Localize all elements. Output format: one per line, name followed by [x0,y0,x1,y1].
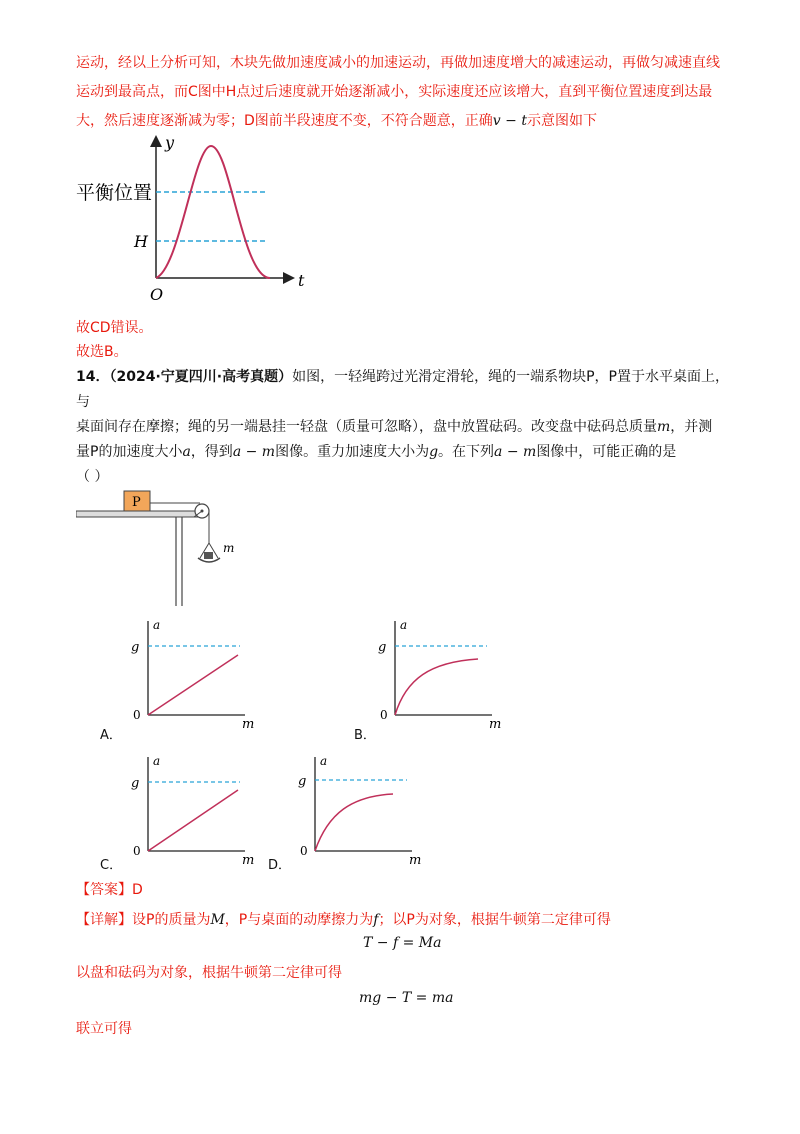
option-d-origin: 0 [300,844,308,858]
vt-y-label: y [165,133,175,152]
option-c-label: C． [100,858,123,873]
apparatus-figure [76,488,246,608]
option-b-g-label: g [378,640,387,655]
q4-a: 量P的加速度大小 [76,444,183,460]
question-line1-text: 如图，一轻绳跨过光滑定滑轮，绳的一端系物块P，P置于水平桌面上， [292,369,729,385]
detail-t1: 设P的质量为 [132,912,211,928]
question-line2: 与 [76,394,90,410]
var-g: g [429,444,439,460]
mass-label: m [223,541,235,555]
conclusion-1: 故CD错误。 [76,320,153,336]
detail-t3: ；以P为对象，根据牛顿第二定律可得 [378,912,611,928]
vt-curve [156,146,270,278]
option-d-y-label: a [320,754,328,768]
question-line4 [76,441,676,461]
detail-line3: 联立可得 [76,1021,132,1037]
option-c-origin: 0 [133,844,141,858]
option-d-curve [315,794,393,851]
question-number: 14． [76,369,110,385]
question-line3-pre: 桌面间存在摩擦；绳的另一端悬挂一轻盘（质量可忽略），盘中放置砝码。改变盘中砝码总质量 [76,419,657,435]
vt-x-label: t [298,271,305,290]
table-top [76,511,198,517]
answer-value: D [132,882,143,898]
detail-line1 [76,909,611,929]
option-a-label: A． [100,728,122,743]
option-d-x-label: m [409,853,422,866]
question-line1 [76,366,729,386]
answer-blank: （ ） [76,469,109,485]
option-d-graph [292,751,432,866]
option-d-g-label: g [298,774,307,789]
equation-1: T − f = Ma [363,935,442,951]
detail-tag: 【详解】 [76,912,132,928]
option-d-label: D． [268,858,292,873]
vt-math: v − t [492,113,527,129]
answer-tag: 【答案】 [76,882,132,898]
option-c-x-label: m [242,853,255,866]
para1-line2: 运动到最高点，而C图中H点过后速度就开始逐渐减小，实际速度还应该增大，直到平衡位置速度到达最 [76,84,713,100]
question-source: （2024·宁夏四川·高考真题） [109,369,293,385]
detail-line2: 以盘和砝码为对象，根据牛顿第二定律可得 [76,965,342,981]
question-line3-post: ，并测 [670,419,713,435]
option-b-curve [395,659,478,715]
var-M: M [210,912,225,928]
option-a-x-label: m [242,717,255,730]
detail-t2: ，P与桌面的动摩擦力为 [224,912,374,928]
option-c-curve [148,790,238,851]
para1-line3 [76,110,597,130]
option-c-g-label: g [131,776,140,791]
var-am2: a − m [494,444,537,460]
question-line3 [76,416,712,436]
option-b-origin: 0 [380,708,388,722]
q4-b: ，得到 [190,444,233,460]
weights [204,552,213,559]
option-b-graph [372,615,512,730]
para1-line3-pre: 大，然后速度逐渐减为零；D图前半段速度不变，不符合题意，正确 [76,113,493,129]
var-am: a − m [232,444,276,460]
option-b-label: B． [354,728,376,743]
q4-d: 。在下列 [438,444,495,460]
option-a-graph [125,615,265,730]
para1-line3-post: 示意图如下 [526,113,597,129]
var-f: f [373,912,379,928]
conclusion-2: 故选B。 [76,344,128,360]
option-b-y-label: a [400,618,408,632]
answer-line [76,879,143,899]
block-p-label: P [132,495,141,510]
var-a: a [182,444,191,460]
para1-line1: 运动，经以上分析可知，木块先做加速度减小的加速运动，再做加速度增大的减速运动，再做匀减速直线 [76,55,720,71]
equation-2: mg − T = ma [359,990,454,1006]
q4-c: 图像。重力加速度大小为 [275,444,430,460]
option-a-y-label: a [153,618,161,632]
option-c-y-label: a [153,754,161,768]
vt-level-low-label: H [134,232,148,251]
option-a-g-label: g [131,640,140,655]
option-b-x-label: m [489,717,502,730]
option-c-graph [125,751,265,866]
vt-origin: O [150,285,164,304]
vt-figure [70,128,320,306]
q4-e: 图像中，可能正确的是 [536,444,677,460]
var-m: m [657,419,671,435]
option-a-origin: 0 [133,708,141,722]
option-a-curve [148,655,238,715]
vt-level-high-label: 平衡位置 [76,182,153,204]
